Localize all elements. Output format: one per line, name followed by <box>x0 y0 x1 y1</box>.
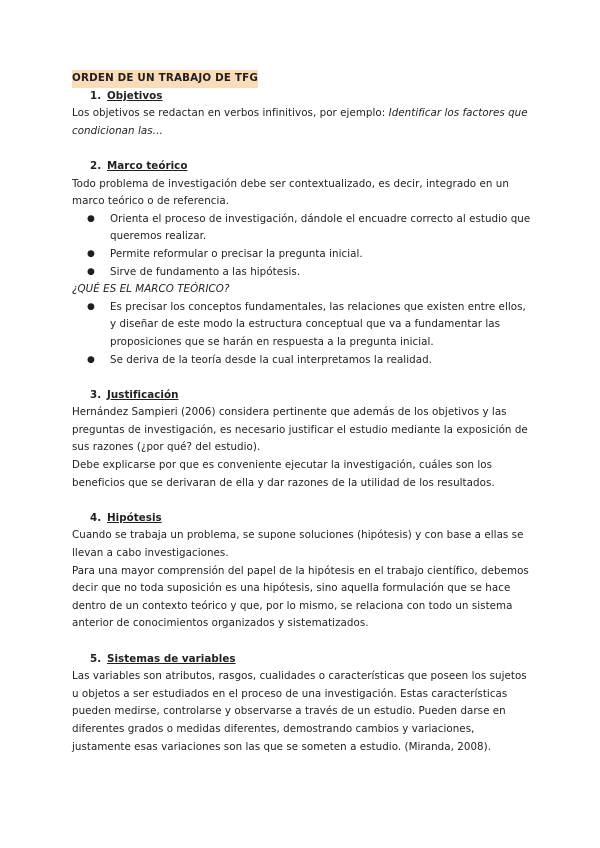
section-heading <box>72 88 532 106</box>
section-marco-teorico <box>72 158 532 369</box>
bullet-icon: ● <box>87 266 95 277</box>
section-title: Justificación <box>107 388 179 401</box>
bullet-icon: ● <box>87 301 95 312</box>
section-hipotesis <box>72 510 532 633</box>
list-item: ● Permite reformular o precisar la pregunta inicial. <box>72 246 532 264</box>
paragraph: Las variables son atributos, rasgos, cualidades o características que poseen los sujetos u objetos a ser estudiados en el proceso de una investigación. Estas características pueden medirse, controlarse y observarse a través de un estudio. Pueden darse en diferentes grados o medidas diferentes, demostrando cambios y variaciones, justamente esas variaciones son las que se someten a estudio. (Miranda, 2008). <box>72 670 527 753</box>
list-item: ● Sirve de fundamento a las hipótesis. <box>72 264 532 282</box>
section-title: Objetivos <box>107 89 163 102</box>
paragraph: Hernández Sampieri (2006) considera pertinente que además de los objetivos y las preguntas de investigación, es necesario justificar el estudio mediante la exposición de sus razones (¿por qué? del estudio). <box>72 406 528 454</box>
section-heading <box>72 510 532 528</box>
section-objetivos <box>72 88 532 141</box>
section-number: 4. <box>90 511 102 524</box>
section-title: Sistemas de variables <box>107 652 236 665</box>
list-item: ● Orienta el proceso de investigación, dándole el encuadre correcto al estudio que queremos realizar. <box>87 212 531 243</box>
paragraph: Debe explicarse por que es conveniente ejecutar la investigación, cuáles son los beneficios que se derivaran de ella y dar razones de la utilidad de los resultados. <box>72 459 495 489</box>
example-text: Identificar los factores que condicionan las… <box>72 107 528 137</box>
paragraph: Para una mayor comprensión del papel de la hipótesis en el trabajo científico, debemos decir que no toda suposición es una hipótesis, sino aquella formulación que se hace dentro de un contexto teórico y que, por lo mismo, se relaciona con todo un sistema anterior de conocimientos organizados y sistematizados. <box>72 564 529 630</box>
section-number: 5. <box>90 652 102 665</box>
document-body <box>72 70 532 756</box>
list-item: ● Es precisar los conceptos fundamentales, las relaciones que existen entre ellos, y diseñar de este modo la estructura conceptual que va a fundamentar las proposiciones que se harán en respuesta a la pregunta inicial. <box>87 300 526 348</box>
section-sistemas-de-variables <box>72 651 532 757</box>
section-title: Marco teórico <box>107 159 188 172</box>
list-item: ● Se deriva de la teoría desde la cual interpretamos la realidad. <box>72 352 532 370</box>
paragraph-text: Los objetivos se redactan en verbos infinitivos, por ejemplo: <box>72 107 389 120</box>
bullet-list <box>72 211 532 281</box>
document-title: ORDEN DE UN TRABAJO DE TFG <box>72 70 258 88</box>
bullet-icon: ● <box>87 354 95 365</box>
section-number: 1. <box>90 89 102 102</box>
bullet-list <box>72 299 532 369</box>
section-number: 2. <box>90 159 102 172</box>
section-heading <box>72 387 532 405</box>
subheading-question: ¿QUÉ ES EL MARCO TEÓRICO? <box>72 283 230 296</box>
section-number: 3. <box>90 388 102 401</box>
section-justificacion <box>72 387 532 493</box>
paragraph <box>72 105 532 140</box>
bullet-icon: ● <box>87 213 95 224</box>
section-title: Hipótesis <box>107 511 162 524</box>
section-heading <box>72 158 532 176</box>
bullet-icon: ● <box>87 248 95 259</box>
paragraph: Cuando se trabaja un problema, se supone soluciones (hipótesis) y con base a ellas se llevan a cabo investigaciones. <box>72 529 524 560</box>
section-heading <box>72 651 532 669</box>
paragraph: Todo problema de investigación debe ser contextualizado, es decir, integrado en un marco teórico o de referencia. <box>72 177 509 208</box>
